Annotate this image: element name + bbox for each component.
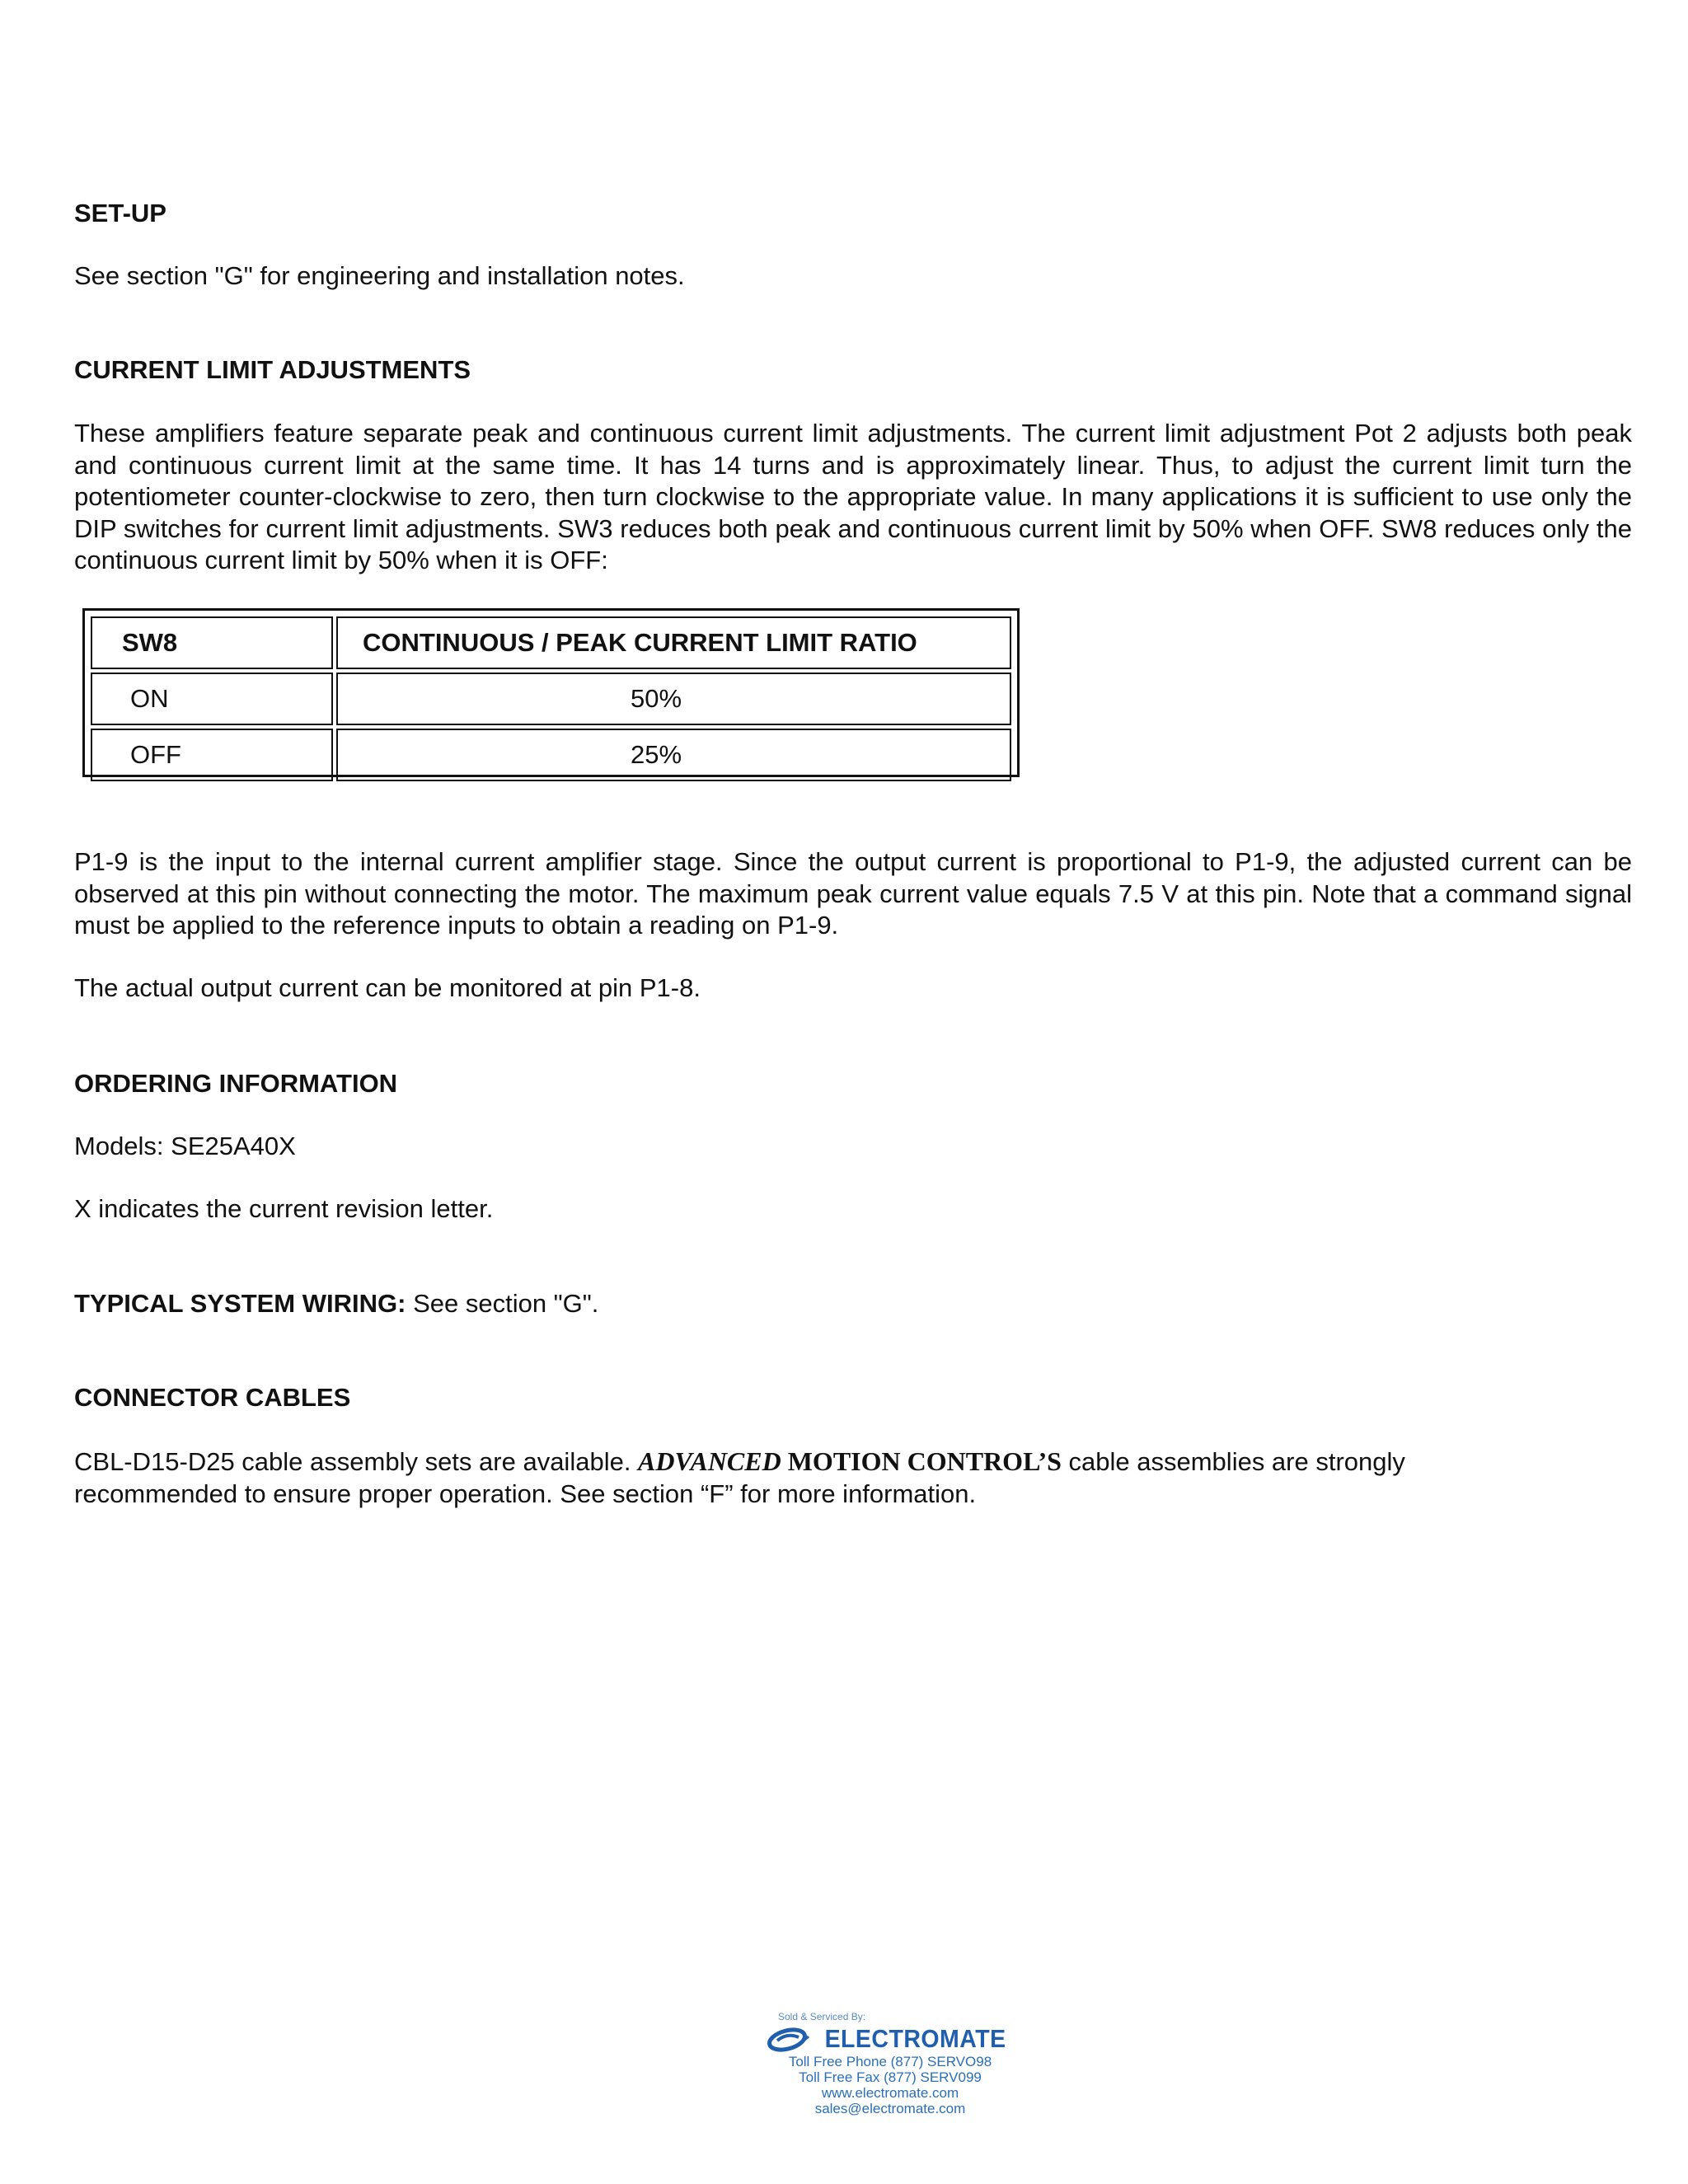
- sw8-table-grid: [87, 613, 1015, 785]
- amc-brand-italic: ADVANCED: [638, 1446, 781, 1476]
- cables-section: [74, 1382, 1632, 1413]
- ordering-section: [74, 1068, 1632, 1099]
- table-cell: ON: [91, 673, 333, 725]
- wiring-text: See section "G".: [406, 1289, 599, 1318]
- cables-text-before: CBL-D15-D25 cable assembly sets are available.: [74, 1447, 639, 1476]
- electromate-footer: [742, 2011, 1039, 2116]
- amc-brand-rest: MOTION CONTROL’S: [781, 1446, 1062, 1476]
- cables-text-after: cable assemblies are strongly recommended to ensure proper operation. See section “F” for more information.: [74, 1447, 1405, 1508]
- setup-body: [74, 260, 1632, 293]
- table-header-row: [91, 616, 1011, 669]
- table-header-cell: CONTINUOUS / PEAK CURRENT LIMIT RATIO: [336, 616, 1011, 669]
- table-cell: 25%: [336, 729, 1011, 781]
- table-row: [91, 729, 1011, 781]
- models-text: Models: SE25A40X: [74, 1132, 296, 1160]
- p19-body: [74, 846, 1632, 942]
- cables-body: [74, 1446, 1632, 1510]
- revision-text: X indicates the current revision letter.: [74, 1194, 494, 1223]
- current-limit-body: [74, 418, 1632, 577]
- table-row: [91, 673, 1011, 725]
- setup-text: See section "G" for engineering and installation notes.: [74, 261, 685, 290]
- contact-email[interactable]: sales@electromate.com: [814, 2101, 966, 2116]
- monitor-body: [74, 972, 1632, 1005]
- setup-section: [74, 198, 1632, 229]
- ordering-heading: ORDERING INFORMATION: [74, 1069, 398, 1098]
- sw8-table: [82, 608, 1020, 777]
- table-cell: OFF: [91, 729, 333, 781]
- cables-heading: CONNECTOR CABLES: [74, 1383, 351, 1412]
- electromate-brand: ELECTROMATE: [824, 2024, 1006, 2053]
- cables-paragraph: [74, 1446, 1550, 1510]
- current-limit-heading: CURRENT LIMIT ADJUSTMENTS: [74, 355, 471, 384]
- current-limit-paragraph: These amplifiers feature separate peak and continuous current limit adjustments. The current limit adjustment Pot 2 adjusts both peak and continuous current limit at the same time. It has 14 turns and is approximately linear. Thus, to adjust the current limit turn the potentiometer counter-clockwise to zero, then turn clockwise to the appropriate value. In many applications it is sufficient to use only the DIP switches for current limit adjustments. SW3 reduces both peak and continuous current limit by 50% when OFF. SW8 reduces only the continuous current limit by 50% when it is OFF:: [74, 419, 1632, 574]
- sold-by-label: Sold & Serviced By:: [778, 2011, 866, 2022]
- table-cell: 50%: [336, 673, 1011, 725]
- current-limit-section: [74, 354, 1632, 386]
- revision-body: [74, 1193, 1632, 1226]
- setup-heading: SET-UP: [74, 199, 166, 227]
- p19-paragraph: P1-9 is the input to the internal current amplifier stage. Since the output current is proportional to P1-9, the adjusted current can be observed at this pin without connecting the motor. The maximum peak current value equals 7.5 V at this pin. Note that a command signal must be applied to the reference inputs to obtain a reading on P1-9.: [74, 847, 1632, 940]
- monitor-text: The actual output current can be monitored at pin P1-8.: [74, 973, 701, 1002]
- contact-website[interactable]: www.electromate.com: [821, 2085, 959, 2101]
- contact-phone: Toll Free Phone (877) SERVO98: [788, 2054, 992, 2069]
- wiring-section: [74, 1288, 1632, 1320]
- amc-brand-name: [638, 1446, 1062, 1476]
- wiring-label: TYPICAL SYSTEM WIRING:: [74, 1289, 406, 1318]
- models-body: [74, 1131, 1632, 1163]
- electromate-logo: [742, 2024, 1039, 2054]
- table-header-cell: SW8: [91, 616, 333, 669]
- electromate-swoosh-icon: [766, 2025, 812, 2053]
- contact-fax: Toll Free Fax (877) SERV099: [799, 2069, 982, 2085]
